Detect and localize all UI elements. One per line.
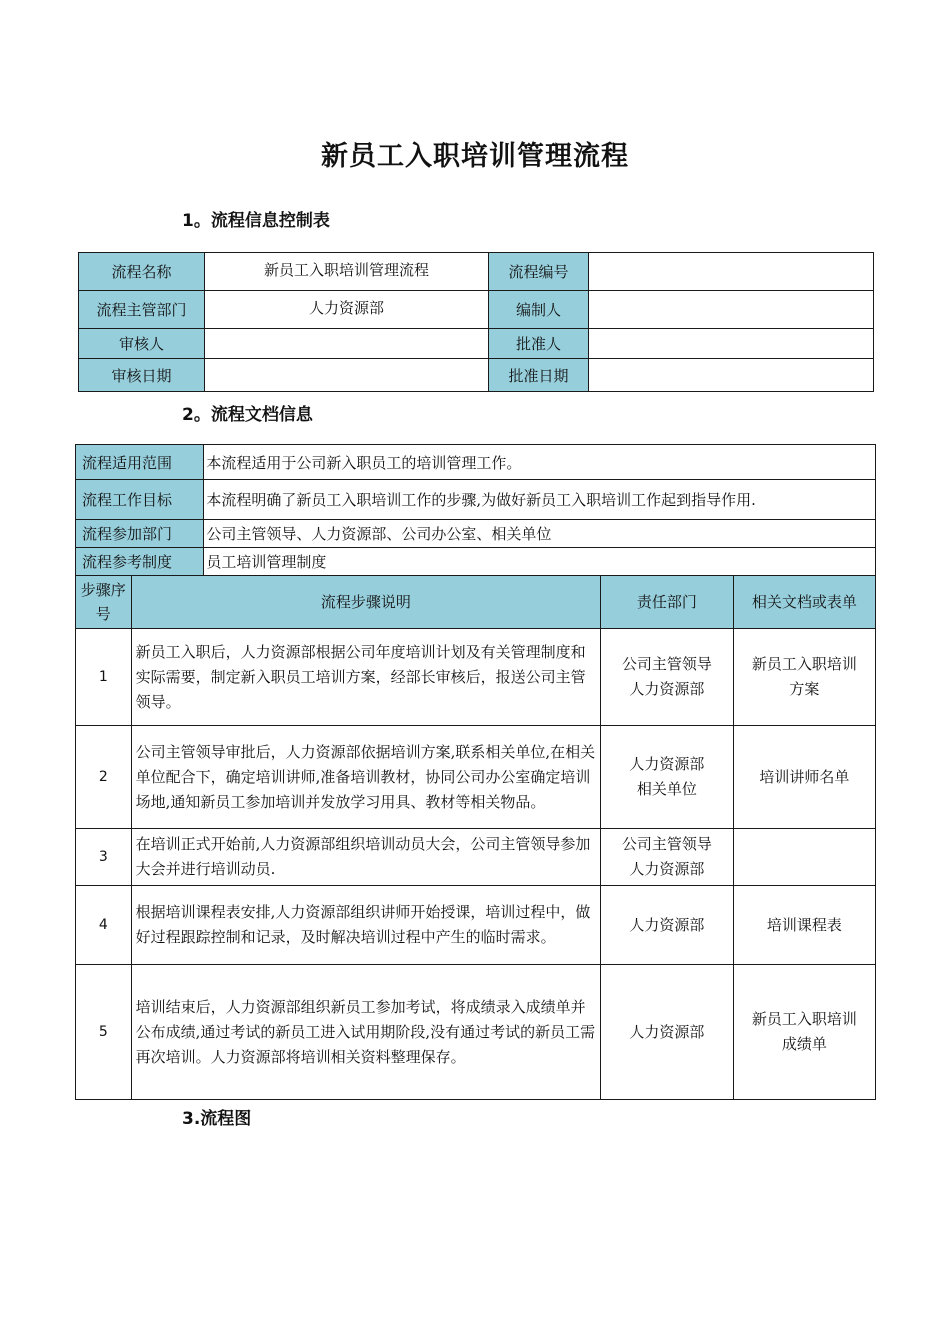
page-title: 新员工入职培训管理流程 [321, 141, 629, 172]
header-dept: 责任部门 [601, 576, 734, 629]
step-docs [733, 829, 875, 886]
scope-label: 流程适用范围 [76, 445, 204, 480]
step-number: 2 [76, 726, 132, 829]
step-desc: 培训结束后，人力资源部组织新员工参加考试，将成绩录入成绩单并公布成绩,通过考试的新员工进入试用期阶段,没有通过考试的新员工需再次培训。人力资源部将培训相关资料整理保存。 [131, 965, 601, 1100]
step-desc: 新员工入职后，人力资源部根据公司年度培训计划及有关管理制度和实际需要，制定新入职员工培训方案，经部长审核后，报送公司主管领导。 [131, 629, 601, 726]
approver-label: 批准人 [489, 329, 589, 359]
author-label: 编制人 [489, 291, 589, 329]
name-value: 新员工入职培训管理流程 [205, 253, 489, 291]
table-row [76, 726, 876, 829]
header-docs: 相关文档或表单 [733, 576, 875, 629]
dept-value: 人力资源部 [205, 291, 489, 329]
control-table [78, 252, 874, 392]
doc-info-table [75, 444, 876, 1100]
name-label: 流程名称 [79, 253, 205, 291]
step-number: 4 [76, 886, 132, 965]
author-value [589, 291, 874, 329]
step-desc: 根据培训课程表安排,人力资源部组织讲师开始授课，培训过程中，做好过程跟踪控制和记录，及时解决培训过程中产生的临时需求。 [131, 886, 601, 965]
scope-value: 本流程适用于公司新入职员工的培训管理工作。 [204, 445, 876, 480]
table-row [76, 965, 876, 1100]
code-value [589, 253, 874, 291]
step-dept: 公司主管领导 人力资源部 [601, 829, 734, 886]
header-desc: 流程步骤说明 [131, 576, 601, 629]
step-docs: 培训课程表 [733, 886, 875, 965]
header-seq: 步骤序号 [76, 576, 132, 629]
step-dept: 人力资源部 相关单位 [601, 726, 734, 829]
step-desc: 公司主管领导审批后，人力资源部依据培训方案,联系相关单位,在相关单位配合下，确定培训讲师,准备培训教材，协同公司办公室确定培训场地,通知新员工参加培训并发放学习用具、教材等相关物品。 [131, 726, 601, 829]
section-heading-1: 1。流程信息控制表 [182, 211, 330, 231]
code-label: 流程编号 [489, 253, 589, 291]
review-date-value [205, 359, 489, 392]
reviewer-label: 审核人 [79, 329, 205, 359]
section-heading-2: 2。流程文档信息 [182, 405, 313, 425]
step-dept: 人力资源部 [601, 886, 734, 965]
step-desc: 在培训正式开始前,人力资源部组织培训动员大会，公司主管领导参加大会并进行培训动员. [131, 829, 601, 886]
approve-date-label: 批准日期 [489, 359, 589, 392]
ref-value: 员工培训管理制度 [204, 548, 876, 576]
step-docs: 新员工入职培训 成绩单 [733, 965, 875, 1100]
section-heading-3: 3.流程图 [182, 1109, 252, 1129]
step-number: 3 [76, 829, 132, 886]
reviewer-value [205, 329, 489, 359]
step-number: 5 [76, 965, 132, 1100]
depts-label: 流程参加部门 [76, 520, 204, 548]
ref-label: 流程参考制度 [76, 548, 204, 576]
goal-value: 本流程明确了新员工入职培训工作的步骤,为做好新员工入职培训工作起到指导作用. [204, 480, 876, 520]
table-row [76, 829, 876, 886]
approver-value [589, 329, 874, 359]
depts-value: 公司主管领导、人力资源部、公司办公室、相关单位 [204, 520, 876, 548]
step-docs: 新员工入职培训 方案 [733, 629, 875, 726]
table-row [76, 629, 876, 726]
approve-date-value [589, 359, 874, 392]
step-docs: 培训讲师名单 [733, 726, 875, 829]
step-dept: 公司主管领导 人力资源部 [601, 629, 734, 726]
step-dept: 人力资源部 [601, 965, 734, 1100]
table-row [76, 886, 876, 965]
step-number: 1 [76, 629, 132, 726]
dept-label: 流程主管部门 [79, 291, 205, 329]
review-date-label: 审核日期 [79, 359, 205, 392]
goal-label: 流程工作目标 [76, 480, 204, 520]
